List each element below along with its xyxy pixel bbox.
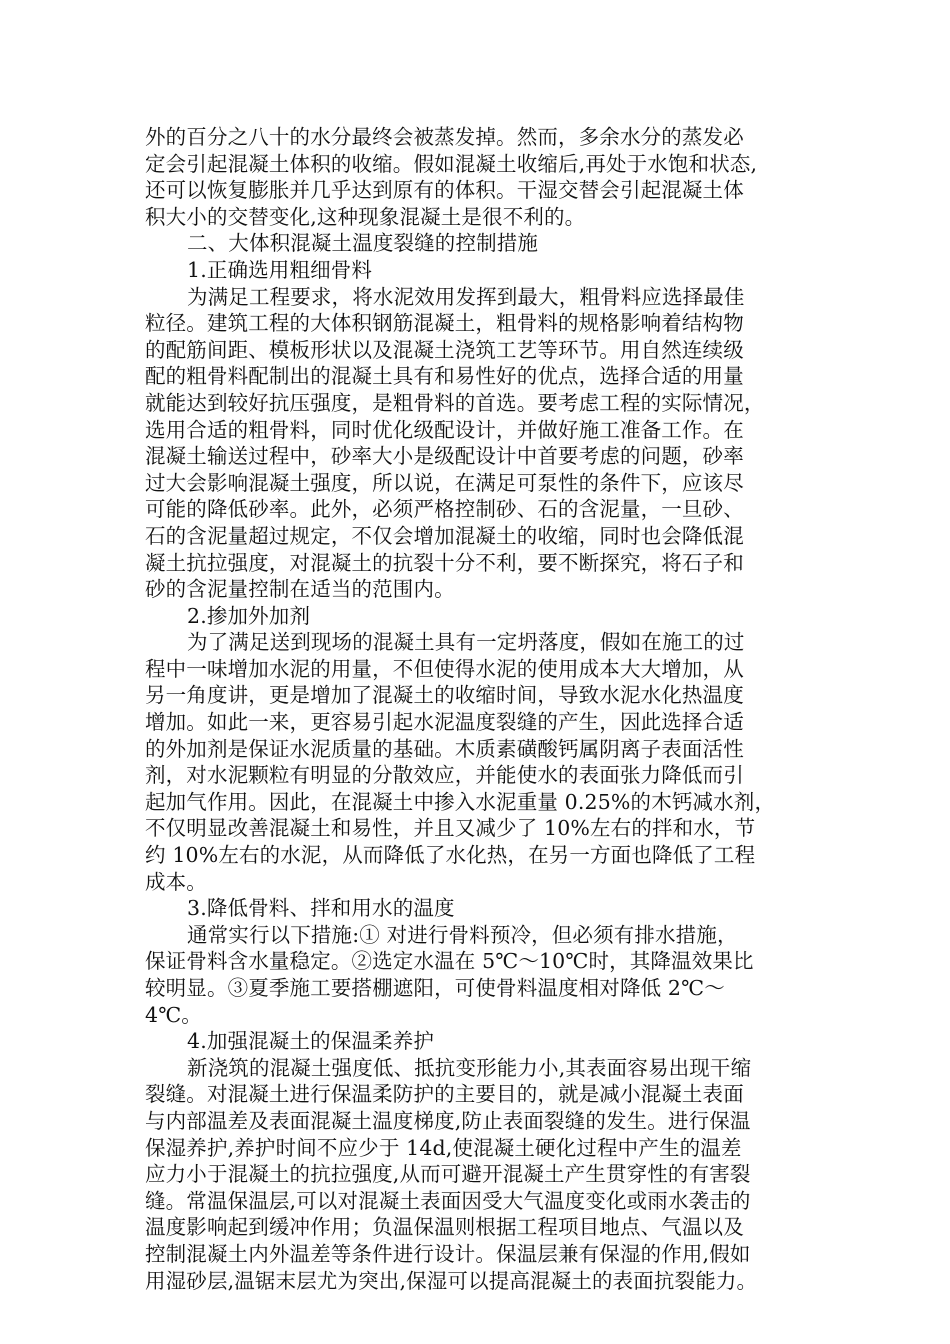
- text-line: 另一角度讲，更是增加了混凝土的收缩时间，导致水泥水化热温度: [145, 683, 744, 708]
- text-line: 1.正确选用粗细骨料: [187, 257, 373, 282]
- text-line: 的外加剂是保证水泥质量的基础。木质素磺酸钙属阴离子表面活性: [145, 736, 744, 761]
- text-line: 选用合适的粗骨料，同时优化级配设计，并做好施工准备工作。在: [145, 417, 744, 442]
- text-line: 通常实行以下措施:① 对进行骨料预冷，但必须有排水措施，: [187, 922, 738, 947]
- text-line: 的配筋间距、模板形状以及混凝土浇筑工艺等环节。用自然连续级: [145, 337, 744, 362]
- text-line: 二、大体积混凝土温度裂缝的控制措施: [187, 231, 539, 256]
- text-line: 裂缝。对混凝土进行保温柔防护的主要目的，就是减小混凝土表面: [145, 1082, 744, 1107]
- text-line: 剂，对水泥颗粒有明显的分散效应，并能使水的表面张力降低而引: [145, 763, 744, 788]
- text-line: 与内部温差及表面混凝土温度梯度,防止表面裂缝的发生。进行保温: [145, 1108, 751, 1133]
- text-line: 凝土抗拉强度，对混凝土的抗裂十分不利，要不断探究，将石子和: [145, 550, 744, 575]
- text-line: 砂的含泥量控制在适当的范围内。: [145, 577, 455, 602]
- text-line: 不仅明显改善混凝土和易性，并且又减少了 10%左右的拌和水，节: [145, 816, 756, 841]
- text-line: 3.降低骨料、拌和用水的温度: [187, 896, 455, 921]
- text-line: 配的粗骨料配制出的混凝土具有和易性好的优点，选择合适的用量: [145, 364, 744, 389]
- text-line: 增加。如此一来，更容易引起水泥温度裂缝的产生，因此选择合适: [145, 710, 744, 735]
- text-line: 缝。常温保温层,可以对混凝土表面因受大气温度变化或雨水袭击的: [145, 1188, 751, 1213]
- text-line: 还可以恢复膨胀并几乎达到原有的体积。干湿交替会引起混凝土体: [145, 178, 744, 203]
- text-line: 成本。: [145, 869, 207, 894]
- text-line: 约 10%左右的水泥，从而降低了水化热，在另一方面也降低了工程: [145, 843, 756, 868]
- text-line: 起加气作用。因此，在混凝土中掺入水泥重量 0.25%的木钙减水剂，: [145, 789, 776, 814]
- text-line: 控制混凝土内外温差等条件进行设计。保温层兼有保湿的作用,假如: [145, 1241, 751, 1266]
- text-line: 过大会影响混凝土强度，所以说，在满足可泵性的条件下，应该尽: [145, 470, 744, 495]
- text-line: 较明显。③夏季施工要搭棚遮阳，可使骨料温度相对降低 2℃～: [145, 976, 725, 1000]
- text-line: 外的百分之八十的水分最终会被蒸发掉。然而，多余水分的蒸发必: [145, 125, 744, 149]
- text-line: 4.加强混凝土的保温柔养护: [187, 1029, 435, 1054]
- text-line: 应力小于混凝土的抗拉强度,从而可避开混凝土产生贯穿性的有害裂: [145, 1162, 751, 1187]
- text-line: 保证骨料含水量稳定。②选定水温在 5℃～10℃时，其降温效果比: [145, 949, 754, 974]
- text-line: 为满足工程要求，将水泥效用发挥到最大，粗骨料应选择最佳: [187, 284, 745, 309]
- text-line: 新浇筑的混凝土强度低、抵抗变形能力小,其表面容易出现干缩: [187, 1055, 752, 1080]
- text-line: 2.掺加外加剂: [187, 603, 311, 628]
- text-line: 混凝土输送过程中，砂率大小是级配设计中首要考虑的问题，砂率: [145, 444, 744, 469]
- text-line: 粒径。建筑工程的大体积钢筋混凝土，粗骨料的规格影响着结构物: [145, 311, 744, 336]
- text-line: 保湿养护,养护时间不应少于 14d,使混凝土硬化过程中产生的温差: [145, 1135, 742, 1160]
- text-line: 积大小的交替变化,这种现象混凝土是很不利的。: [145, 204, 586, 229]
- text-line: 为了满足送到现场的混凝土具有一定坍落度，假如在施工的过: [187, 630, 745, 655]
- text-line: 程中一味增加水泥的用量，不但使得水泥的使用成本大大增加，从: [145, 656, 744, 681]
- text-line: 4℃。: [145, 1002, 202, 1027]
- text-line: 可能的降低砂率。此外，必须严格控制砂、石的含泥量，一旦砂、: [145, 497, 744, 522]
- text-line: 温度影响起到缓冲作用；负温保温则根据工程项目地点、气温以及: [145, 1215, 744, 1240]
- document-page: [145, 124, 813, 1294]
- text-line: 就能达到较好抗压强度，是粗骨料的首选。要考虑工程的实际情况，: [145, 390, 765, 415]
- text-line: 定会引起混凝土体积的收缩。假如混凝土收缩后,再处于水饱和状态,: [145, 151, 758, 176]
- text-line: 石的含泥量超过规定，不仅会增加混凝土的收缩，同时也会降低混: [145, 523, 744, 548]
- text-line: 用湿砂层,温锯末层尤为突出,保湿可以提高混凝土的表面抗裂能力。: [145, 1268, 758, 1293]
